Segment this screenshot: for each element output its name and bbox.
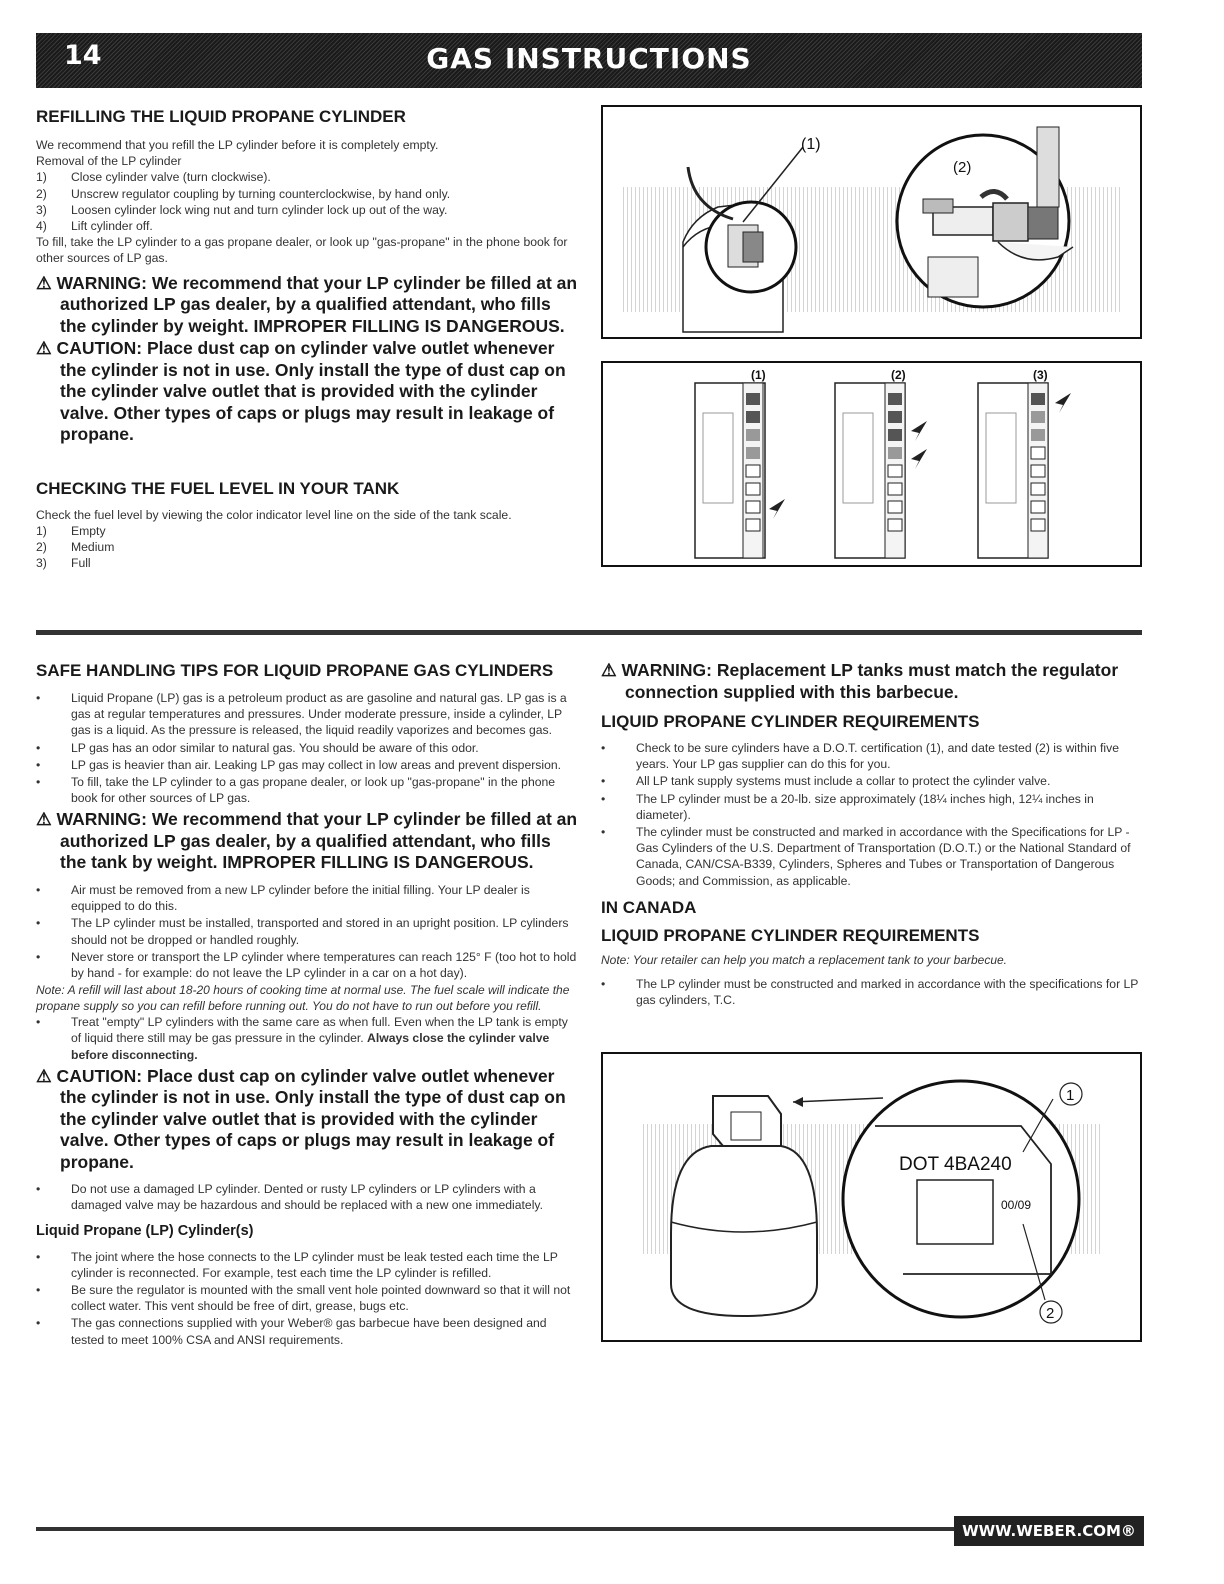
dot-label-illustration bbox=[603, 1054, 1140, 1340]
fuel-scale-illustration bbox=[603, 363, 1140, 565]
list-item: • Air must be removed from a new LP cylinder before the initial filling. Your LP dealer is equipped to do this. bbox=[36, 882, 581, 914]
refill-heading: REFILLING THE LIQUID PROPANE CYLINDER bbox=[36, 107, 406, 126]
list-item: • Check to be sure cylinders have a D.O.T. certification (1), and date tested (2) is within five years. Your LP gas supplier can do this for you. bbox=[601, 740, 1142, 772]
scale-full bbox=[978, 383, 1071, 558]
safe-bullets-4 bbox=[36, 1181, 581, 1213]
callout-1: 1 bbox=[1066, 1087, 1075, 1104]
section-divider bbox=[36, 630, 1142, 635]
website-badge: WWW.WEBER.COM® bbox=[954, 1516, 1144, 1546]
safe-heading: SAFE HANDLING TIPS FOR LIQUID PROPANE GAS CYLINDERS bbox=[36, 661, 554, 680]
safe-caution: ⚠ CAUTION: Place dust cap on cylinder valve outlet whenever the cylinder is not in use. Only install the type of dust cap on the cylinder valve outlet that is provided with the cylinder valve. Other types of caps or plugs may result in leakage of propane. bbox=[36, 1065, 566, 1172]
removal-label: Removal of the LP cylinder bbox=[36, 154, 182, 169]
removal-steps bbox=[36, 169, 581, 234]
refill-note: Note: A refill will last about 18-20 hours of cooking time at normal use. The fuel scale will indicate the propane supply so you can refill before running out. You do not have to run out before you refill. bbox=[36, 983, 570, 1014]
requirements-bullets bbox=[601, 740, 1142, 889]
valve-illustration bbox=[603, 107, 1140, 337]
callout-2: 2 bbox=[1046, 1305, 1055, 1322]
list-item: 3) Full bbox=[36, 556, 91, 571]
dot-marking: DOT 4BA240 bbox=[899, 1154, 1012, 1175]
valve-label-1: (1) bbox=[801, 136, 821, 153]
canada-heading: IN CANADA bbox=[601, 897, 697, 917]
fuel-intro: Check the fuel level by viewing the color indicator level line on the side of the tank scale. bbox=[36, 507, 512, 522]
refill-intro: We recommend that you refill the LP cylinder before it is completely empty. bbox=[36, 138, 439, 152]
list-item: 4) Lift cylinder off. bbox=[36, 219, 153, 234]
date-tested: 00/09 bbox=[1001, 1198, 1032, 1212]
list-item: • LP gas is heavier than air. Leaking LP gas may collect in low areas and prevent dispersion. bbox=[36, 757, 581, 773]
list-item: 2) Unscrew regulator coupling by turning counterclockwise, by hand only. bbox=[36, 186, 451, 201]
fuel-heading: CHECKING THE FUEL LEVEL IN YOUR TANK bbox=[36, 478, 400, 498]
safe-warning: ⚠ WARNING: We recommend that your LP cylinder be filled at an authorized LP gas dealer, by a qualified attendant, who fills the tank by weight. IMPROPER FILLING IS DANGEROUS. bbox=[36, 809, 578, 873]
canada-note: Note: Your retailer can help you match a replacement tank to your barbecue. bbox=[601, 952, 1008, 967]
list-item: • The gas connections supplied with your Weber® gas barbecue have been designed and tested to meet 100% CSA and ANSI requirements. bbox=[36, 1315, 581, 1347]
list-item: 3) Loosen cylinder lock wing nut and turn cylinder lock up out of the way. bbox=[36, 202, 448, 217]
scale-label-1: (1) bbox=[751, 368, 766, 382]
safe-bullets-2 bbox=[36, 882, 581, 981]
list-item: • The LP cylinder must be installed, transported and stored in an upright position. LP cylinders should not be dropped or handled roughly. bbox=[36, 915, 581, 947]
scale-empty bbox=[695, 383, 785, 558]
dot-label-figure bbox=[601, 1052, 1142, 1342]
requirements-heading: LIQUID PROPANE CYLINDER REQUIREMENTS bbox=[601, 712, 980, 731]
refill-caution: ⚠ CAUTION: Place dust cap on cylinder valve outlet whenever the cylinder is not in use. Only install the type of dust cap on the cylinder valve outlet that is provided with the cylinder valve. Other types of caps or plugs may result in leakage of propane. bbox=[36, 338, 566, 445]
canada-requirements-heading: LIQUID PROPANE CYLINDER REQUIREMENTS bbox=[601, 925, 980, 945]
list-item: 2) Medium bbox=[36, 540, 115, 555]
scale-label-2: (2) bbox=[891, 368, 906, 382]
list-item: • The joint where the hose connects to the LP cylinder must be leak tested each time the LP cylinder is reconnected. For example, test each time the LP cylinder is refilled. bbox=[36, 1249, 581, 1281]
list-item: • The LP cylinder must be constructed and marked in accordance with the specifications for LP gas cylinders, T.C. bbox=[601, 976, 1142, 1008]
list-item: • Be sure the regulator is mounted with the small vent hole pointed downward so that it will not collect water. This vent should be free of dirt, grease, bugs etc. bbox=[36, 1282, 581, 1314]
bold-instruction: Always close the cylinder valve before disconnecting. bbox=[71, 1031, 550, 1062]
safe-bullets bbox=[36, 690, 581, 806]
fill-text: To fill, take the LP cylinder to a gas propane dealer, or look up "gas-propane" in the phone book for other sources of LP gas. bbox=[36, 235, 568, 266]
refill-warning: ⚠ WARNING: We recommend that your LP cylinder be filled at an authorized LP gas dealer, by a qualified attendant, who fills the cylinder by weight. IMPROPER FILLING IS DANGEROUS. bbox=[36, 272, 578, 336]
list-item: • Never store or transport the LP cylinder where temperatures can reach 125° F (too hot to hold by hand - for example: do not leave the LP cylinder in a car on a hot day). bbox=[36, 949, 581, 981]
lp-cylinder-bullets bbox=[36, 1249, 581, 1348]
valve-figure bbox=[601, 105, 1142, 339]
lp-cylinders-subheading: Liquid Propane (LP) Cylinder(s) bbox=[36, 1222, 254, 1239]
list-item: • The LP cylinder must be a 20-lb. size approximately (18¼ inches high, 12¼ inches in diameter). bbox=[601, 791, 1142, 823]
list-item: • The cylinder must be constructed and marked in accordance with the Specifications for LP - Gas Cylinders of the U.S. Department of Transportation (D.O.T.) or the National Standard of Canada, CAN/CSA-B339, Cylinders, Spheres and Tubes or Transportation of Dangerous Goods; and Commission, as applicable. bbox=[601, 824, 1142, 889]
valve-label-2: (2) bbox=[953, 159, 972, 176]
list-item: • Do not use a damaged LP cylinder. Dented or rusty LP cylinders or LP cylinders with a damaged valve may be hazardous and should be replaced with a new one immediately. bbox=[36, 1181, 581, 1213]
list-item: • Treat "empty" LP cylinders with the same care as when full. Even when the LP tank is empty of liquid there still may be gas pressure in the cylinder. Always close the cylinder valve before disconnecting. bbox=[36, 1014, 581, 1063]
page-number: 14 bbox=[64, 40, 102, 71]
fuel-scale-figure bbox=[601, 361, 1142, 567]
canada-bullets bbox=[601, 976, 1142, 1008]
scale-label-3: (3) bbox=[1033, 368, 1048, 382]
requirements-section bbox=[601, 660, 1142, 1009]
replacement-warning: ⚠ WARNING: Replacement LP tanks must match the regulator connection supplied with this barbecue. bbox=[601, 660, 1119, 702]
scale-medium bbox=[835, 383, 927, 558]
list-item: • To fill, take the LP cylinder to a gas propane dealer, or look up "gas-propane" in the phone book for other sources of LP gas. bbox=[36, 774, 581, 806]
list-item: 1) Empty bbox=[36, 523, 106, 538]
list-item: • LP gas has an odor similar to natural gas. You should be aware of this odor. bbox=[36, 740, 581, 756]
safe-handling-section bbox=[36, 660, 581, 1349]
list-item: • Liquid Propane (LP) gas is a petroleum product as are gasoline and natural gas. LP gas is a gas at regular temperatures and pressures. Under moderate pressure, inside a cylinder, LP gas is a liquid. As the pressure is released, the liquid readily vaporizes and becomes gas. bbox=[36, 690, 581, 739]
fuel-levels bbox=[36, 523, 581, 572]
safe-bullets-3 bbox=[36, 1014, 581, 1063]
list-item: • All LP tank supply systems must include a collar to protect the cylinder valve. bbox=[601, 773, 1142, 789]
list-item: 1) Close cylinder valve (turn clockwise). bbox=[36, 170, 271, 185]
refill-section bbox=[36, 106, 581, 571]
page-title: GAS INSTRUCTIONS bbox=[426, 42, 752, 75]
